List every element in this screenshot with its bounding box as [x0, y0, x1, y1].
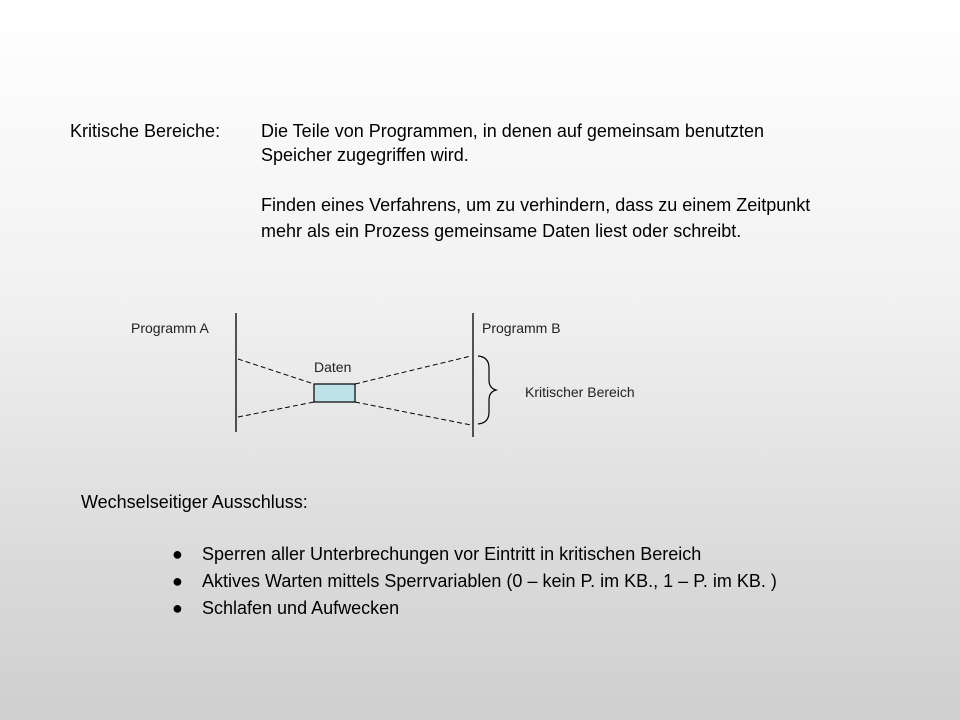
bullet-icon: ●: [172, 571, 183, 591]
access-line-b-lower: [355, 402, 471, 425]
list-item-text: Schlafen und Aufwecken: [202, 598, 400, 618]
data-box: [314, 384, 355, 402]
definition-paragraph1-line2: Speicher zugegriffen wird.: [261, 145, 469, 165]
definition-paragraph2-line1: Finden eines Verfahrens, um zu verhindern, dass zu einem Zeitpunkt: [261, 195, 811, 215]
definition-paragraph1-line1: Die Teile von Programmen, in denen auf gemeinsam benutzten: [261, 121, 764, 141]
bullet-icon: ●: [172, 598, 183, 618]
list-item-text: Aktives Warten mittels Sperrvariablen (0 – kein P. im KB., 1 – P. im KB. ): [202, 571, 777, 591]
critical-section-brace-icon: [478, 356, 496, 424]
data-label: Daten: [314, 359, 352, 375]
definition-paragraph2-line2: mehr als ein Prozess gemeinsame Daten liest oder schreibt.: [261, 221, 742, 241]
access-line-a-upper: [238, 359, 314, 384]
list-item-text: Sperren aller Unterbrechungen vor Eintritt in kritischen Bereich: [202, 544, 702, 564]
list-item: [172, 568, 777, 595]
program-b-label: Programm B: [482, 320, 561, 336]
definition-term: Kritische Bereiche:: [70, 121, 221, 141]
mutual-exclusion-heading: Wechselseitiger Ausschluss:: [81, 492, 308, 512]
access-line-a-lower: [238, 402, 314, 417]
list-item: [172, 541, 777, 568]
critical-section-label: Kritischer Bereich: [525, 384, 635, 400]
access-line-b-upper: [355, 356, 471, 384]
program-a-label: Programm A: [131, 320, 209, 336]
bullet-icon: ●: [172, 544, 183, 564]
list-item: [172, 595, 777, 622]
mutual-exclusion-list: [172, 541, 777, 622]
